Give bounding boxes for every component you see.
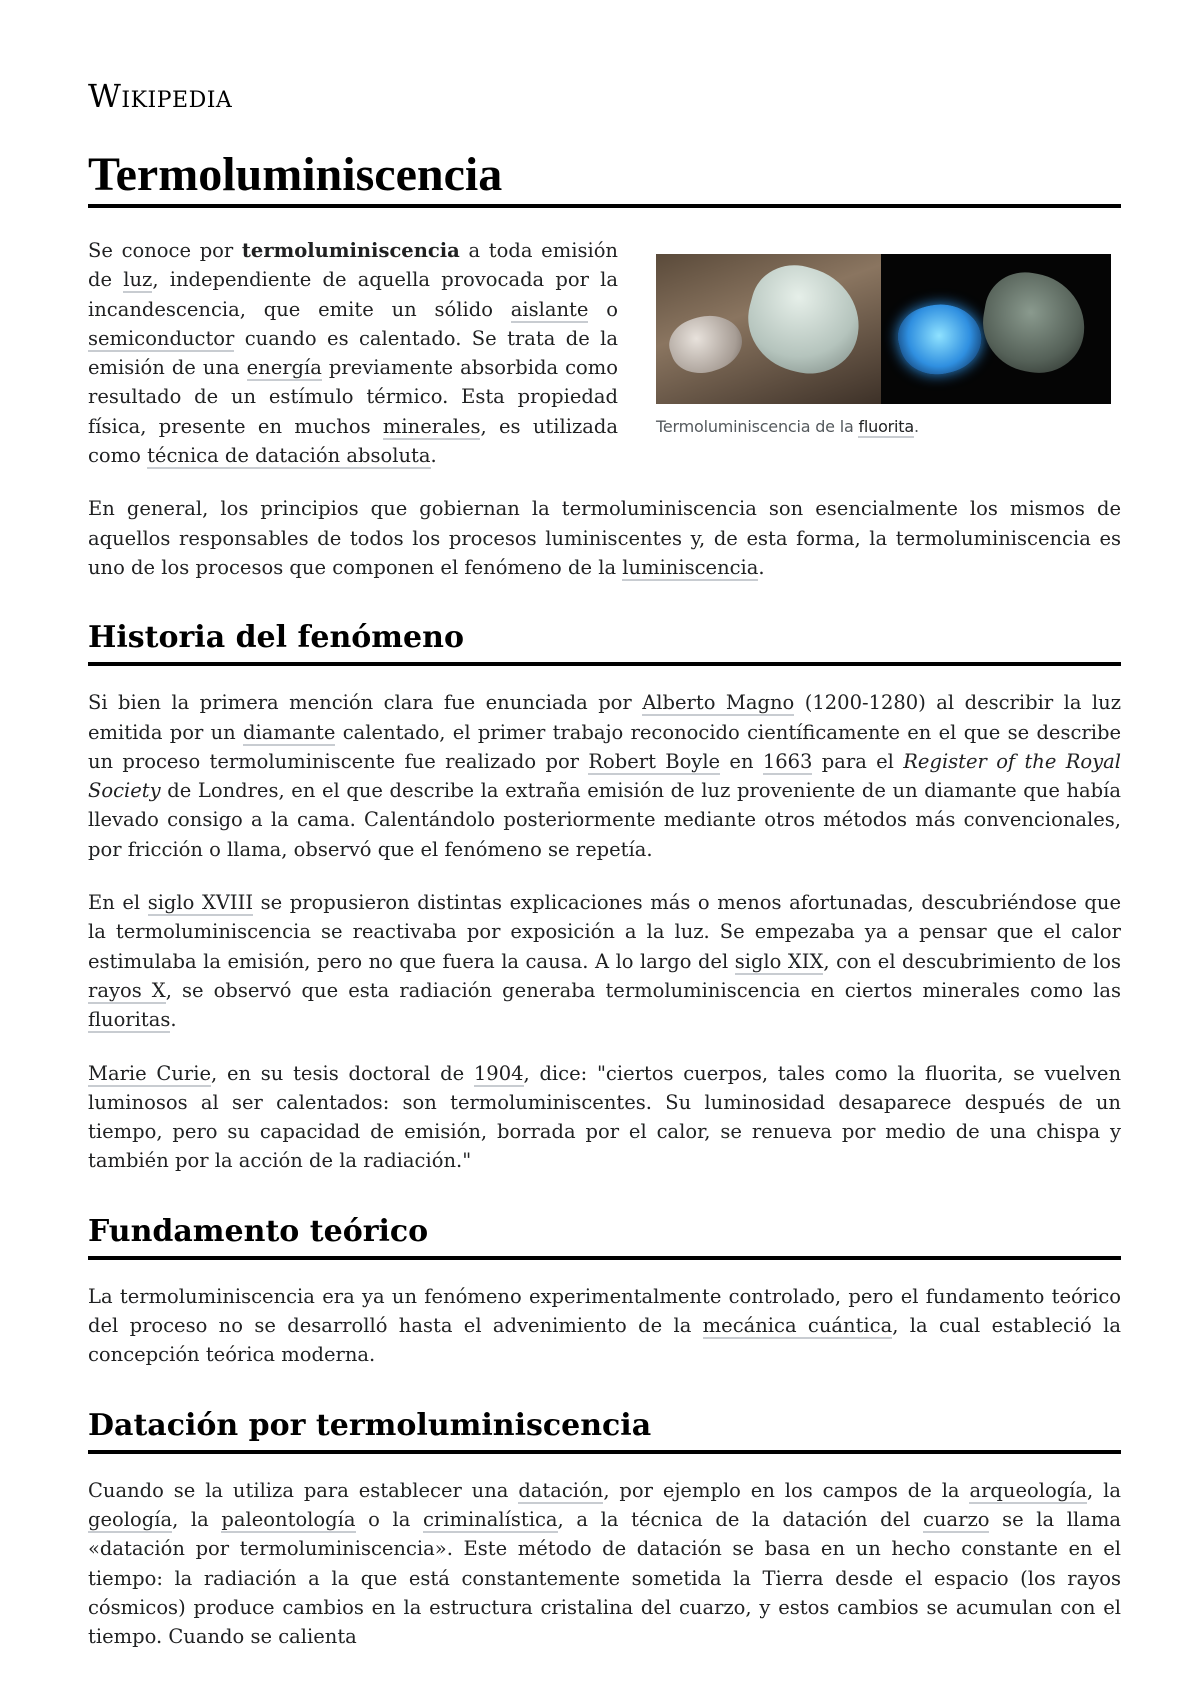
link-datacion[interactable]: datación <box>518 1478 604 1502</box>
link-luminiscencia[interactable]: luminiscencia <box>622 555 759 579</box>
text: , a la técnica de la datación del <box>557 1507 924 1531</box>
lead-section <box>88 236 1121 470</box>
history-paragraph-2 <box>88 888 1121 1034</box>
section-heading-dating: Datación por termoluminiscencia <box>88 1408 1121 1454</box>
link-siglo-xix[interactable]: siglo XIX <box>734 949 824 973</box>
text: Cuando se la utiliza para establecer una <box>88 1478 519 1502</box>
text: La termoluminiscencia era ya un fenómeno experimentalmente controlado, pero el fundamento teórico del proceso no se desarrolló hasta el advenimiento de la <box>88 1284 1121 1338</box>
caption-link-fluorita[interactable]: fluorita <box>858 417 914 436</box>
link-alberto-magno[interactable]: Alberto Magno <box>642 691 795 715</box>
text: . <box>430 444 437 468</box>
bold-term: termoluminiscencia <box>241 239 460 262</box>
link-paleontologia[interactable]: paleontología <box>221 1507 356 1531</box>
text: (1200-1280) al describir la luz emitida por un <box>88 691 1121 744</box>
text: para el <box>812 749 904 773</box>
fluorite-figure <box>656 254 1121 441</box>
text: o la <box>355 1507 423 1531</box>
text: se propusieron distintas explicaciones más o menos afortunadas, descubriéndose que la termoluminiscencia se reactivaba por exposición a la luz. Se empezaba ya a pensar que el calor estimulaba la emisión, pero no que fuera la causa. A lo largo del <box>88 891 1121 973</box>
link-robert-boyle[interactable]: Robert Boyle <box>588 749 721 773</box>
text: a toda emisión de <box>88 239 618 292</box>
text: Se conoce por <box>88 239 242 262</box>
text: previamente absorbida como resultado de un estímulo térmico. Esta propiedad física, presente en muchos <box>88 356 619 438</box>
dating-paragraph-1 <box>88 1476 1121 1652</box>
link-1904[interactable]: 1904 <box>473 1061 524 1085</box>
link-fluoritas[interactable]: fluoritas <box>88 1008 171 1032</box>
text: . <box>758 555 765 579</box>
lead-paragraph-1 <box>88 236 618 470</box>
text: , la <box>172 1507 222 1531</box>
fluorite-daylight-photo <box>656 254 881 404</box>
text: cuando es calentado. Se trata de la emisión de una <box>88 326 618 380</box>
wikipedia-logo[interactable]: Wikipedia <box>88 77 233 115</box>
link-criminalistica[interactable]: criminalística <box>423 1507 558 1531</box>
text: se la llama «datación por termoluminiscencia». Este método de datación se basa en un hecho constante en el tiempo: la radiación a la que está constantemente sometida la Tierra desde el espacio (los rayos cósmicos) produce cambios en la estructura cristalina del cuarzo, y estos cambios se acumulan con el tiempo. Cuando se calienta <box>88 1507 1121 1649</box>
fluorite-glow-photo <box>881 254 1111 404</box>
section-heading-history: Historia del fenómeno <box>88 620 1121 666</box>
figure-caption <box>656 412 1121 441</box>
link-minerales[interactable]: minerales <box>382 414 481 438</box>
section-heading-theory: Fundamento teórico <box>88 1214 1121 1260</box>
text: , con el descubrimiento de los <box>823 949 1122 973</box>
link-mecanica-cuantica[interactable]: mecánica cuántica <box>702 1314 893 1338</box>
link-geologia[interactable]: geología <box>88 1507 173 1531</box>
text: En general, los principios que gobiernan la termoluminiscencia son esencialmente los mismos de aquellos responsables de todos los procesos luminiscentes y, de esta forma, la termoluminiscencia es uno de los procesos que componen el fenómeno de la <box>88 497 1121 579</box>
text: calentado, el primer trabajo reconocido científicamente en el que se describe un proceso termoluminiscente fue realizado por <box>88 720 1121 773</box>
text: , en su tesis doctoral de <box>211 1061 474 1085</box>
link-datacion-absoluta[interactable]: técnica de datación absoluta <box>147 444 431 468</box>
history-paragraph-1 <box>88 688 1121 864</box>
link-aislante[interactable]: aislante <box>510 297 589 321</box>
text: , por ejemplo en los campos de la <box>603 1478 970 1502</box>
text: , dice: "ciertos cuerpos, tales como la fluorita, se vuelven luminosos al ser calentados: son termoluminiscentes. Su luminosidad desaparece después de un tiempo, pero su capacidad de emisión, borrada por el calor, se renueva por medio de una chispa y también por la acción de la radiación." <box>88 1061 1121 1173</box>
article-body <box>88 236 1121 1675</box>
link-semiconductor[interactable]: semiconductor <box>88 326 235 350</box>
link-siglo-xviii[interactable]: siglo XVIII <box>147 891 254 915</box>
text: , la <box>1087 1478 1121 1502</box>
caption-text-end: . <box>913 417 919 436</box>
text: Si bien la primera mención clara fue enunciada por <box>88 691 643 715</box>
lead-paragraph-2 <box>88 494 1121 582</box>
caption-text: Termoluminiscencia de la <box>656 417 859 436</box>
link-energia[interactable]: energía <box>246 356 322 380</box>
text: en <box>720 749 763 773</box>
text: , se observó que esta radiación generaba termoluminiscencia en ciertos minerales como las <box>165 978 1121 1002</box>
theory-paragraph-1 <box>88 1282 1121 1370</box>
fluorite-image[interactable] <box>656 254 1111 404</box>
history-paragraph-3 <box>88 1059 1121 1176</box>
link-rayos-x[interactable]: rayos X <box>88 978 166 1002</box>
italic-title: Register of the Royal Society <box>88 749 1122 803</box>
text: , independiente de aquella provocada por la incandescencia, que emite un sólido <box>88 268 618 321</box>
text: , es utilizada como <box>88 414 618 468</box>
link-marie-curie[interactable]: Marie Curie <box>88 1061 212 1085</box>
page-title: Termoluminiscencia <box>88 150 1121 208</box>
text: de Londres, en el que describe la extraña emisión de luz proveniente de un diamante que había llevado consigo a la cama. Calentándolo posteriormente mediante otros métodos más convencionales, por fricción o llama, observó que el fenómeno se repetía. <box>88 779 1121 861</box>
text: En el <box>88 891 148 915</box>
link-diamante[interactable]: diamante <box>243 720 336 744</box>
text: , la cual estableció la concepción teórica moderna. <box>88 1314 1121 1367</box>
link-luz[interactable]: luz <box>123 268 153 292</box>
text: . <box>170 1008 177 1032</box>
link-1663[interactable]: 1663 <box>762 749 813 773</box>
link-arqueologia[interactable]: arqueología <box>969 1478 1088 1502</box>
link-cuarzo[interactable]: cuarzo <box>923 1507 990 1531</box>
text: o <box>588 297 618 321</box>
